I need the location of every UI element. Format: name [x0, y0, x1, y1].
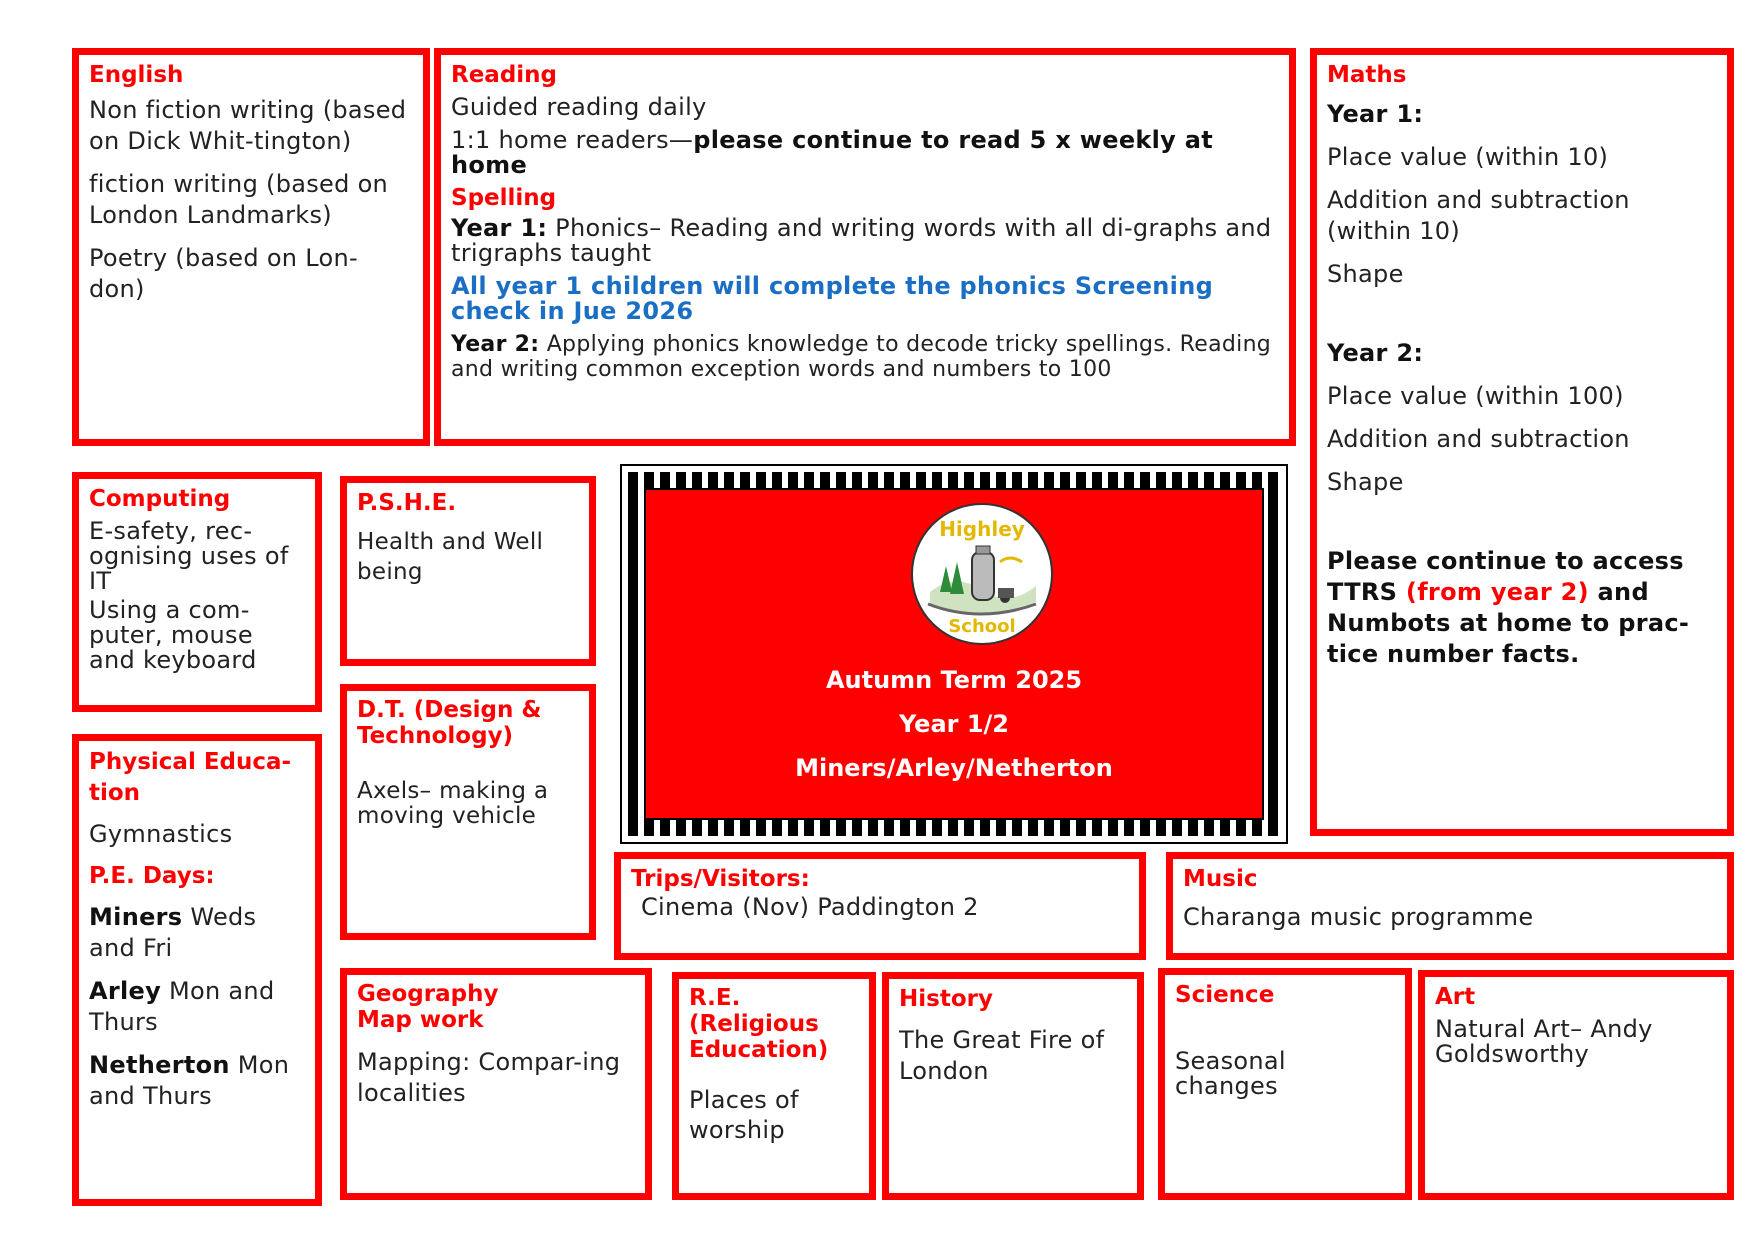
pe-day-entry — [89, 1050, 305, 1112]
logo-text-top: Highley — [939, 517, 1025, 541]
english-item: fiction writing (based on London Landmarks) — [89, 170, 389, 229]
maths-item: Place value (within 100) — [1327, 382, 1624, 410]
pe-panel — [72, 734, 322, 1206]
computing-panel — [72, 472, 322, 712]
trips-heading: Trips/Visitors: — [631, 866, 810, 892]
year2-text: Applying phonics knowledge to decode tricky spellings. Reading and writing common exception words and numbers to 100 — [451, 332, 1272, 382]
geography-panel — [340, 968, 652, 1200]
music-heading: Music — [1183, 866, 1258, 892]
spelling-year2 — [451, 332, 1279, 382]
geography-heading: Geography Map work — [357, 981, 499, 1033]
maths-heading: Maths — [1327, 62, 1407, 88]
class-days: Weds and Fri — [89, 903, 257, 962]
trips-text: Cinema (Nov) Paddington 2 — [641, 893, 979, 921]
english-item: Poetry (based on Lon-don) — [89, 244, 358, 303]
art-panel — [1418, 970, 1734, 1200]
maths-panel — [1310, 48, 1734, 836]
home-readers-note: please continue to read 5 x weekly at home — [451, 126, 1214, 179]
geography-text: Mapping: Compar-ing localities — [357, 1048, 621, 1107]
reading-line: Guided reading daily — [451, 93, 707, 121]
english-panel — [72, 48, 430, 446]
maths-year1-label: Year 1: — [1327, 100, 1424, 128]
class-name: Miners — [89, 903, 183, 931]
term-title: Autumn Term 2025 — [825, 666, 1083, 694]
history-panel — [882, 972, 1144, 1200]
maths-item: Addition and subtraction — [1327, 425, 1630, 453]
reading-heading: Reading — [451, 62, 558, 88]
reading-home-readers — [451, 128, 1279, 178]
class-days: Mon and Thurs — [89, 977, 275, 1036]
screening-note: All year 1 children will complete the phonics Screening check in Jue 2026 — [451, 272, 1214, 325]
year1-label: Year 1: — [451, 214, 548, 242]
maths-note — [1327, 546, 1717, 670]
science-text: Seasonal changes — [1175, 1047, 1286, 1100]
pe-activity: Gymnastics — [89, 820, 233, 848]
spelling-year1 — [451, 216, 1279, 266]
maths-item: Shape — [1327, 468, 1404, 496]
year-title: Year 1/2 — [898, 710, 1009, 738]
dt-heading: D.T. (Design & Technology) — [357, 697, 542, 749]
art-text: Natural Art– Andy Goldsworthy — [1435, 1015, 1653, 1068]
maths-note-b: and Numbots at home to prac-tice number facts — [1327, 578, 1690, 668]
pshe-heading: P.S.H.E. — [357, 490, 457, 516]
art-heading: Art — [1435, 984, 1476, 1010]
pe-day-entry — [89, 976, 305, 1038]
pshe-panel — [340, 476, 596, 666]
classes-title: Miners/Arley/Netherton — [795, 754, 1113, 782]
english-heading: English — [89, 62, 184, 88]
year2-label: Year 2: — [451, 332, 540, 357]
pe-days-heading: P.E. Days: — [89, 863, 215, 889]
class-days: Mon and Thurs — [89, 1051, 290, 1110]
dt-text: Axels– making a moving vehicle — [357, 778, 549, 829]
title-panel — [620, 464, 1288, 844]
pshe-text: Health and Well being — [357, 529, 544, 585]
maths-note-a: Please continue to access TTRS — [1327, 547, 1684, 606]
history-heading: History — [899, 986, 993, 1012]
class-name: Netherton — [89, 1051, 230, 1079]
maths-note-end: . — [1570, 640, 1580, 668]
maths-item: Addition and subtraction (within 10) — [1327, 186, 1630, 245]
computing-line: E-safety, rec-ognising uses of IT — [89, 517, 289, 595]
history-text: The Great Fire of London — [899, 1026, 1105, 1085]
home-readers-label: 1:1 home readers— — [451, 126, 694, 154]
re-text: Places of worship — [689, 1086, 799, 1144]
english-item: Non fiction writing (based on Dick Whit-tington) — [89, 96, 407, 155]
music-text: Charanga music programme — [1183, 903, 1534, 931]
pe-heading: Physical Educa-tion — [89, 749, 292, 806]
reading-panel — [434, 48, 1296, 446]
pe-day-entry — [89, 902, 305, 964]
year1-text: Phonics– Reading and writing words with all di-graphs and trigraphs taught — [451, 214, 1272, 267]
spelling-heading: Spelling — [451, 185, 557, 211]
title-panel-inner — [644, 488, 1264, 820]
re-panel — [672, 972, 876, 1200]
maths-item: Shape — [1327, 260, 1404, 288]
trips-panel — [614, 852, 1146, 960]
maths-item: Place value (within 10) — [1327, 143, 1609, 171]
maths-note-red: (from year 2) — [1405, 578, 1589, 606]
dt-panel — [340, 684, 596, 940]
school-logo — [910, 502, 1054, 646]
re-heading: R.E. (Religious Education) — [689, 985, 829, 1063]
science-panel — [1158, 968, 1412, 1200]
computing-heading: Computing — [89, 486, 231, 512]
science-heading: Science — [1175, 982, 1275, 1008]
computing-line: Using a com-puter, mouse and keyboard — [89, 596, 257, 674]
music-panel — [1166, 852, 1734, 960]
logo-text-bottom: School — [948, 616, 1016, 637]
maths-year2-label: Year 2: — [1327, 339, 1424, 367]
class-name: Arley — [89, 977, 162, 1005]
